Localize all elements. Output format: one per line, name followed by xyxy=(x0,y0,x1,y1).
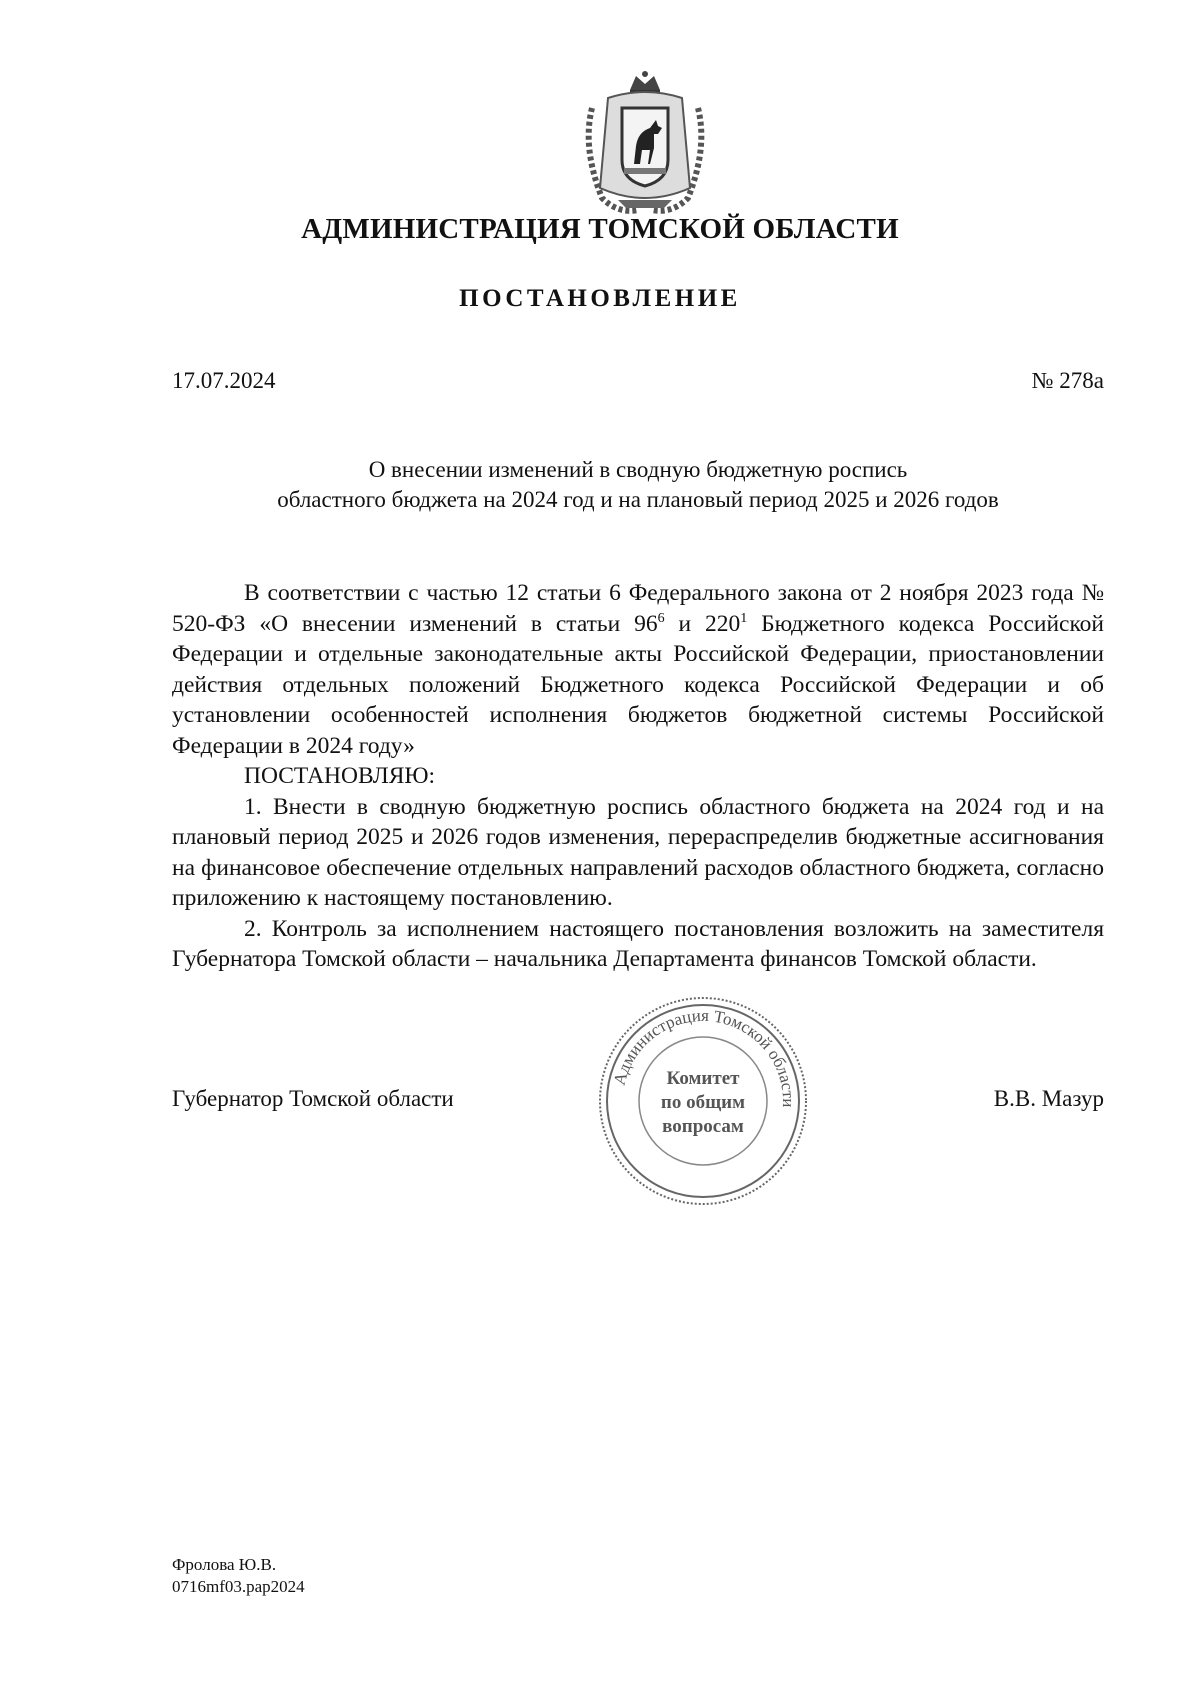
stamp-center-line: Комитет xyxy=(666,1068,740,1089)
document-type-title: ПОСТАНОВЛЕНИЕ xyxy=(459,285,741,312)
executor-footer xyxy=(172,1554,305,1598)
document-date: 17.07.2024 xyxy=(172,368,276,393)
stamp-ring-text: Администрация Томской области xyxy=(609,1005,799,1108)
clause-paragraph: 2. Контроль за исполнением настоящего постановления возложить на заместителя Губернатора Томской области – начальника Департамента финансов Томской области. xyxy=(172,915,1104,972)
subject-line: О внесении изменений в сводную бюджетную роспись xyxy=(368,457,908,482)
subject-line: областного бюджета на 2024 год и на плановый период 2025 и 2026 годов xyxy=(277,487,999,512)
superscript: 1 xyxy=(740,610,748,626)
preamble-paragraph xyxy=(172,578,1104,761)
file-reference: 0716mf03.pap2024 xyxy=(172,1577,305,1596)
preamble-text: Бюджетного кодекса Российской Федерации и отдельные законодательные акты Российской Федерации, приостановлении действия отдельных положений Бюджетного кодекса Российской Федерации и об установлении особенностей исполнения бюджетов бюджетной системы Российской Федерации в 2024 году» xyxy=(172,610,1105,759)
clause-paragraph: 1. Внести в сводную бюджетную роспись областного бюджета на 2024 год и на плановый период 2025 и 2026 годов изменения, перераспределив бюджетные ассигнования на финансовое обеспечение отдельных направлений расходов областного бюджета, согласно приложению к настоящему постановлению. xyxy=(172,793,1104,911)
superscript: 6 xyxy=(657,610,665,626)
stamp-center-line: по общим xyxy=(660,1092,746,1113)
stamp-center-line: вопросам xyxy=(662,1116,744,1137)
organization-title: АДМИНИСТРАЦИЯ ТОМСКОЙ ОБЛАСТИ xyxy=(301,213,899,245)
document-body xyxy=(172,578,1104,975)
official-stamp xyxy=(596,994,810,1208)
executor-name: Фролова Ю.В. xyxy=(172,1555,277,1574)
decree-word: ПОСТАНОВЛЯЮ: xyxy=(244,763,436,789)
preamble-text: и 220 xyxy=(664,610,741,637)
preamble-text: В соответствии с частью 12 статьи 6 Федерального закона от 2 ноября 2023 года № 520-ФЗ «О внесении изменений в статьи 96 xyxy=(172,580,1104,637)
signatory-name: В.В. Мазур xyxy=(993,1086,1104,1111)
document-number: № 278а xyxy=(1031,368,1104,393)
document-subject xyxy=(172,455,1104,515)
signatory-position: Губернатор Томской области xyxy=(172,1086,454,1111)
coat-of-arms-emblem xyxy=(578,68,712,218)
